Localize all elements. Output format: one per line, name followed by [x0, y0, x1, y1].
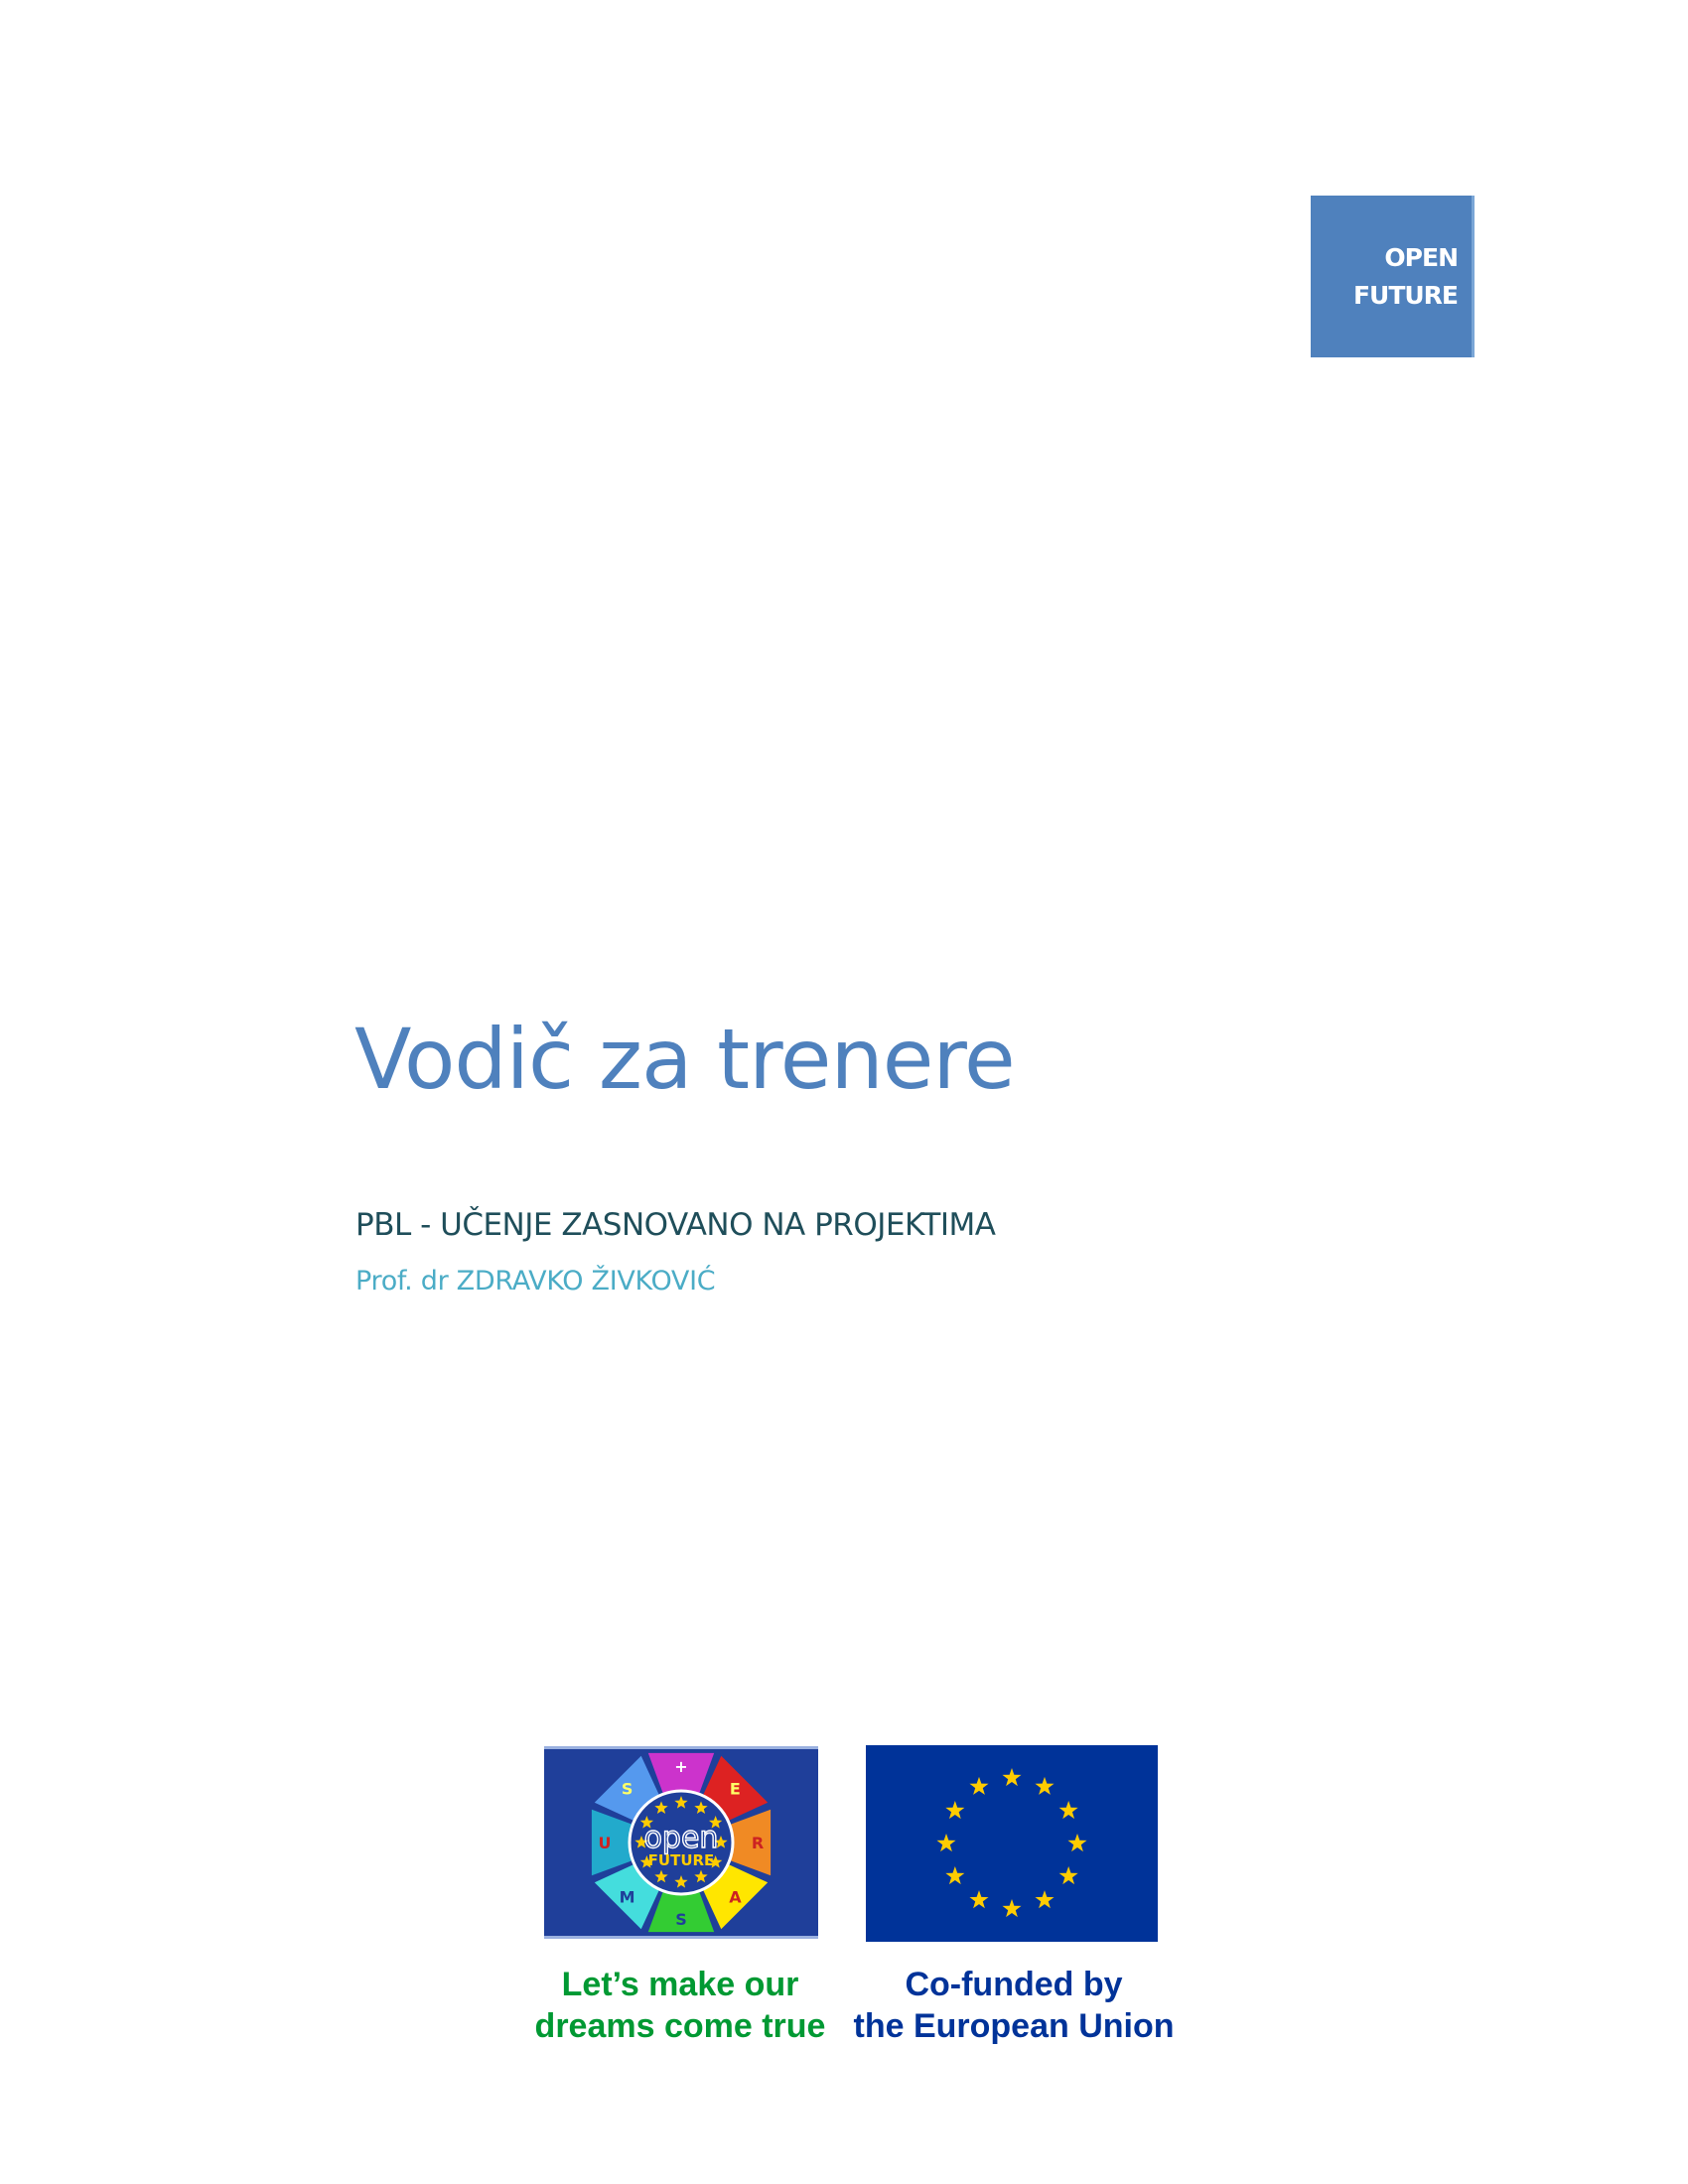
- logo-segment-letter: A: [729, 1887, 742, 1907]
- cofunded-line-2: the European Union: [853, 2007, 1175, 2045]
- logo-segment-letter: +: [674, 1757, 688, 1776]
- eu-flag-icon: [866, 1745, 1158, 1942]
- logo-segment-letter: M: [619, 1887, 635, 1907]
- badge-line-2: FUTURE: [1352, 280, 1458, 310]
- document-title: Vodič za trenere: [354, 1011, 1015, 1108]
- logo-segment-letter: E: [729, 1779, 741, 1799]
- logo-future-text: FUTURE: [647, 1851, 715, 1869]
- document-subtitle: PBL - UČENJE ZASNOVANO NA PROJEKTIMA: [355, 1207, 996, 1243]
- open-future-logo-icon: [544, 1742, 818, 1943]
- badge-line-1: OPEN: [1384, 242, 1458, 272]
- eu-cofunded-caption: [840, 1964, 1188, 2047]
- open-future-badge: [1311, 196, 1475, 357]
- logo-segment-letter: U: [598, 1834, 612, 1852]
- erasmus-slogan: [516, 1964, 844, 2047]
- document-author: Prof. dr ZDRAVKO ŽIVKOVIĆ: [355, 1266, 716, 1297]
- slogan-line-2: dreams come true: [534, 2007, 826, 2045]
- logo-open-text: open: [643, 1821, 719, 1855]
- logo-segment-letter: S: [675, 1910, 687, 1929]
- logo-segment-letter: S: [621, 1779, 633, 1799]
- logo-segment-letter: R: [751, 1834, 765, 1852]
- slogan-line-1: Let’s make our: [561, 1966, 799, 2003]
- cofunded-line-1: Co-funded by: [905, 1966, 1123, 2003]
